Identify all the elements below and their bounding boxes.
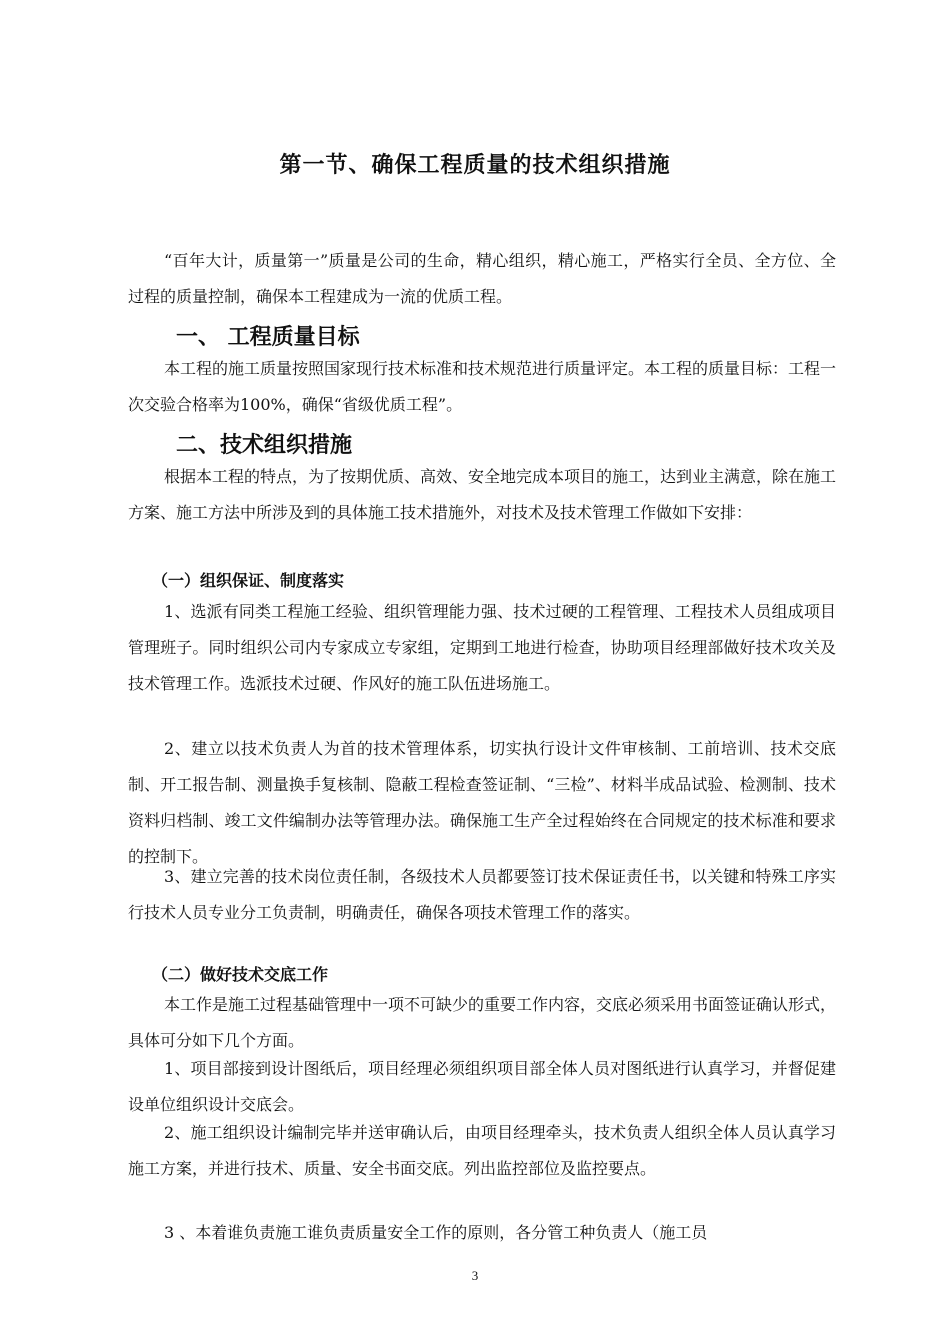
list-item: 1、项目部接到设计图纸后，项目经理必须组织项目部全体人员对图纸进行认真学习，并督促建设单位组织设计交底会。: [128, 1059, 836, 1114]
list-item: 3 、本着谁负责施工谁负责质量安全工作的原则，各分管工种负责人（施工员: [164, 1223, 708, 1242]
list-item: 1、选派有同类工程施工经验、组织管理能力强、技术过硬的工程管理、工程技术人员组成项目管理班子。同时组织公司内专家成立专家组，定期到工地进行检查，协助项目经理部做好技术攻关及技术管理工作。选派技术过硬、作风好的施工队伍进场施工。: [128, 602, 836, 693]
page-title: 第一节、确保工程质量的技术组织措施: [279, 153, 671, 178]
tech-briefing-intro: 本工作是施工过程基础管理中一项不可缺少的重要工作内容，交底必须采用书面签证确认形式，具体可分如下几个方面。: [128, 995, 837, 1050]
subsection-heading-organization: （一）组织保证、制度落实: [152, 571, 345, 590]
tech-measures-paragraph: 根据本工程的特点，为了按期优质、高效、安全地完成本项目的施工，达到业主满意，除在施工方案、施工方法中所涉及到的具体施工技术措施外，对技术及技术管理工作做如下安排：: [128, 467, 837, 522]
list-item: 2、建立以技术负责人为首的技术管理体系，切实执行设计文件审核制、工前培训、技术交底制、开工报告制、测量换手复核制、隐蔽工程检查签证制、“三检”、材料半成品试验、检测制、技术资料归档制、竣工文件编制办法等管理办法。确保施工生产全过程始终在合同规定的技术标准和要求的控制下。: [128, 739, 836, 866]
intro-paragraph: “百年大计，质量第一”质量是公司的生命，精心组织，精心施工，严格实行全员、全方位、全过程的质量控制，确保本工程建成为一流的优质工程。: [128, 251, 836, 306]
list-item: 3、建立完善的技术岗位责任制，各级技术人员都要签订技术保证责任书，以关键和特殊工序实行技术人员专业分工负责制，明确责任，确保各项技术管理工作的落实。: [128, 867, 836, 922]
page-number: 3: [471, 1268, 479, 1283]
list-item: 2、施工组织设计编制完毕并送审确认后，由项目经理牵头，技术负责人组织全体人员认真学习施工方案，并进行技术、质量、安全书面交底。列出监控部位及监控要点。: [128, 1123, 836, 1178]
section-heading-tech-measures: 二、技术组织措施: [176, 433, 353, 458]
quality-goal-paragraph: 本工程的施工质量按照国家现行技术标准和技术规范进行质量评定。本工程的质量目标：工程一次交验合格率为100%，确保“省级优质工程”。: [128, 359, 837, 414]
subsection-heading-tech-briefing: （二）做好技术交底工作: [152, 965, 329, 984]
section-heading-quality-goal: 一、 工程质量目标: [176, 325, 360, 350]
